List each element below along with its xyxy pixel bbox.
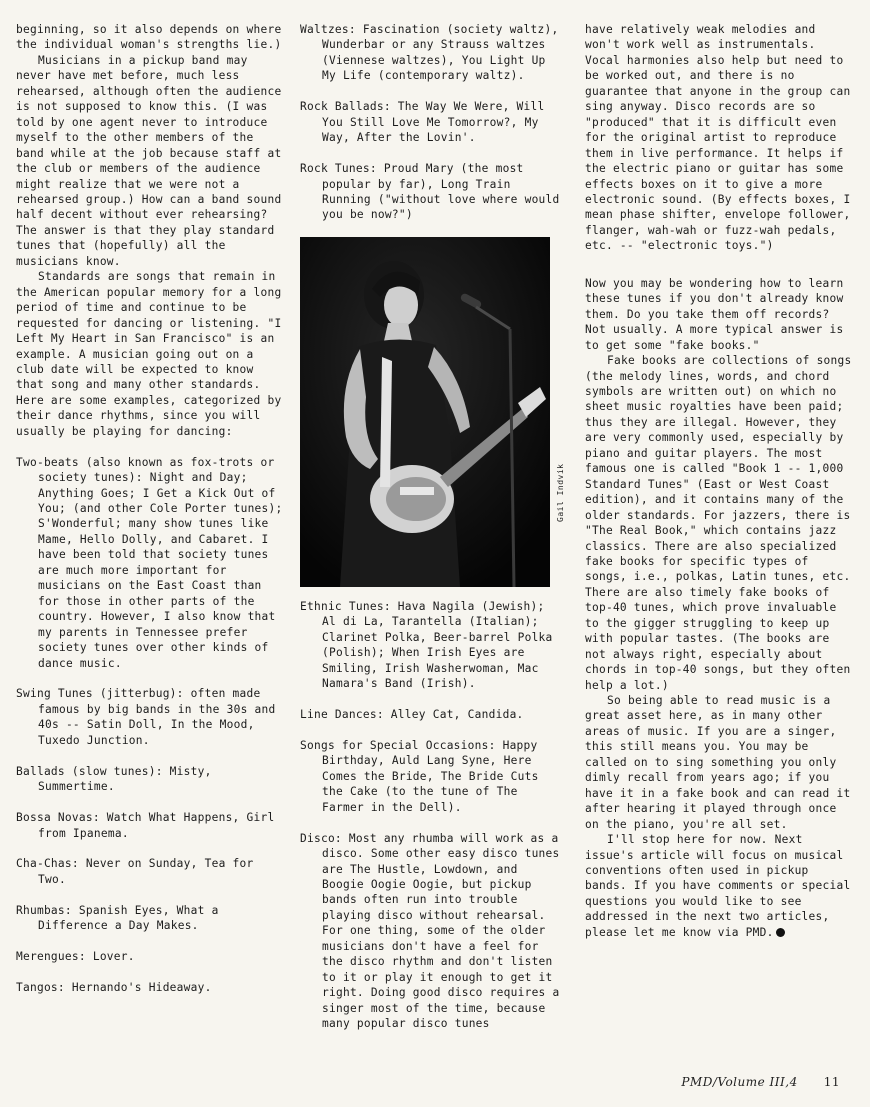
list-item: Songs for Special Occasions: Happy Birthday, Auld Lang Syne, Here Comes the Bride, The Bride Cuts the Cake (to the tune of The Farmer in the Dell). [300, 738, 539, 814]
page-number: 11 [823, 1075, 840, 1089]
closing-text: I'll stop here for now. Next issue's article will focus on musical conventions often used in pickup bands. If you have comments or special questions you would like to see addressed in the next two articles, please let me know via PMD. [585, 833, 851, 939]
list-item: Disco: Most any rhumba will work as a disco. Some other easy disco tunes are The Hustle, Lowdown, and Boogie Oogie Oogie, but pickup bands often run into trouble playing disco without rehearsal. For one thing, some of the older musicians don't have a feel for the disco rhythm and don't listen to it or play it enough to get it right. Doing good disco requires a singer most of the time, because many popular disco tunes [300, 831, 560, 1031]
paragraph [585, 832, 853, 940]
list-item: Rock Tunes: Proud Mary (the most popular by far), Long Train Running ("without love where would you be now?") [300, 162, 560, 222]
list-item: Merengues: Lover. [16, 950, 135, 964]
list-item: Rhumbas: Spanish Eyes, What a Difference a Day Makes. [16, 903, 219, 933]
paragraph: Now you may be wondering how to learn these tunes if you don't already know them. Do you take them off records? Not usually. A more typical answer is to get some "fake books." [585, 276, 844, 352]
list-item: Ballads (slow tunes): Misty, Summertime. [16, 764, 212, 794]
photo-credit: Gail Indvik [556, 463, 565, 522]
list-item: Ethnic Tunes: Hava Nagila (Jewish); Al di La, Tarantella (Italian); Clarinet Polka, Beer-barrel Polka (Polish); When Irish Eyes are Smiling, Irish Washerwoman, Mac Namara's Band (Irish). [300, 599, 553, 691]
performer-photo-illustration [300, 237, 550, 587]
column-left [16, 22, 288, 995]
end-mark-icon [776, 928, 785, 937]
column-right [585, 22, 853, 940]
list-item: Two-beats (also known as fox-trots or society tunes): Night and Day; Anything Goes; I Get a Kick Out of You; (and other Cole Porter tunes); S'Wonderful; many show tunes like Mame, Hello Dolly, and Cabaret. I have been told that society tunes are much more important for musicians on the East Coast than for those in other parts of the country. However, I also know that my parents in Tennessee prefer society tunes over other kinds of dance music. [16, 455, 283, 670]
list-item: Swing Tunes (jitterbug): often made famous by big bands in the 30s and 40s -- Satin Doll, In the Mood, Tuxedo Junction. [16, 687, 276, 747]
paragraph: Musicians in a pickup band may never have met before, much less rehearsed, although often the audience is not supposed to know this. (I was told by one agent never to introduce myself to the other members of the band while at the job because staff at the club or members of the audience might realize that we were not a rehearsed group.) How can a band sound half decent without ever rehearsing? The answer is that they play standard tunes that (hopefully) all the musicians know. [16, 53, 282, 268]
performer-photo [300, 237, 550, 587]
paragraph: So being able to read music is a great asset here, as in many other areas of music. If you are a singer, this still means you. You may be called on to sing something you only dimly recall from years ago; if you have it in a fake book and can read it after hearing it played through once on the piano, you're all set. [585, 694, 851, 831]
paragraph: Fake books are collections of songs (the melody lines, words, and chord symbols are written out) on which no sheet music royalties have been paid; thus they are illegal. However, they are very commonly used, especially by piano and guitar players. The most famous one is called "Book 1 -- 1,000 Standard Tunes" (East or West Coast edition), and it contains many of the older standards. For jazzers, there is "The Real Book," which contains jazz classics. There are also specialized fake books for specific types of songs, i.e., polkas, Latin tunes, etc. There are also timely fake books of top-40 tunes, which prove invaluable to the gigger struggling to keep up with popular tastes. (The books are not always right, especially about chords in top-40 songs, but they often help a lot.) [585, 354, 852, 692]
list-item: Rock Ballads: The Way We Were, Will You Still Love Me Tomorrow?, My Way, After the Lovin'. [300, 100, 545, 145]
publication-info: PMD/Volume III,4 [681, 1075, 798, 1089]
list-item: Waltzes: Fascination (society waltz), Wunderbar or any Strauss waltzes (Viennese waltzes), You Light Up My Life (contemporary waltz). [300, 23, 559, 83]
page-footer [681, 1075, 840, 1089]
list-item: Line Dances: Alley Cat, Candida. [300, 708, 524, 722]
paragraph: beginning, so it also depends on where the individual woman's strengths lie.) [16, 23, 282, 52]
list-item: Bossa Novas: Watch What Happens, Girl from Ipanema. [16, 811, 275, 840]
column-middle [300, 22, 565, 1032]
list-item: Cha-Chas: Never on Sunday, Tea for Two. [16, 857, 254, 886]
paragraph: Standards are songs that remain in the American popular memory for a long period of time and continue to be requested for dancing or listening. "I Left My Heart in San Francisco" is an example. A musician going out on a club date will be expected to know that song and many other standards. Here are some examples, categorized by their dance rhythms, since you will usually be playing for dancing: [16, 270, 282, 438]
list-item: Tangos: Hernando's Hideaway. [16, 980, 212, 994]
paragraph: have relatively weak melodies and won't work well as instrumentals. Vocal harmonies also help but need to be worked out, and there is no guarantee that anyone in the group can sing anyway. Disco records are so "produced" that it is difficult even for the original artist to reproduce them in live performance. It helps if the electric piano or guitar has some effects boxes on it to give a more electronic sound. (By effects boxes, I mean phase shifter, envelope follower, flanger, wah-wah or fuzz-wah pedals, etc. -- "electronic toys.") [585, 23, 851, 253]
